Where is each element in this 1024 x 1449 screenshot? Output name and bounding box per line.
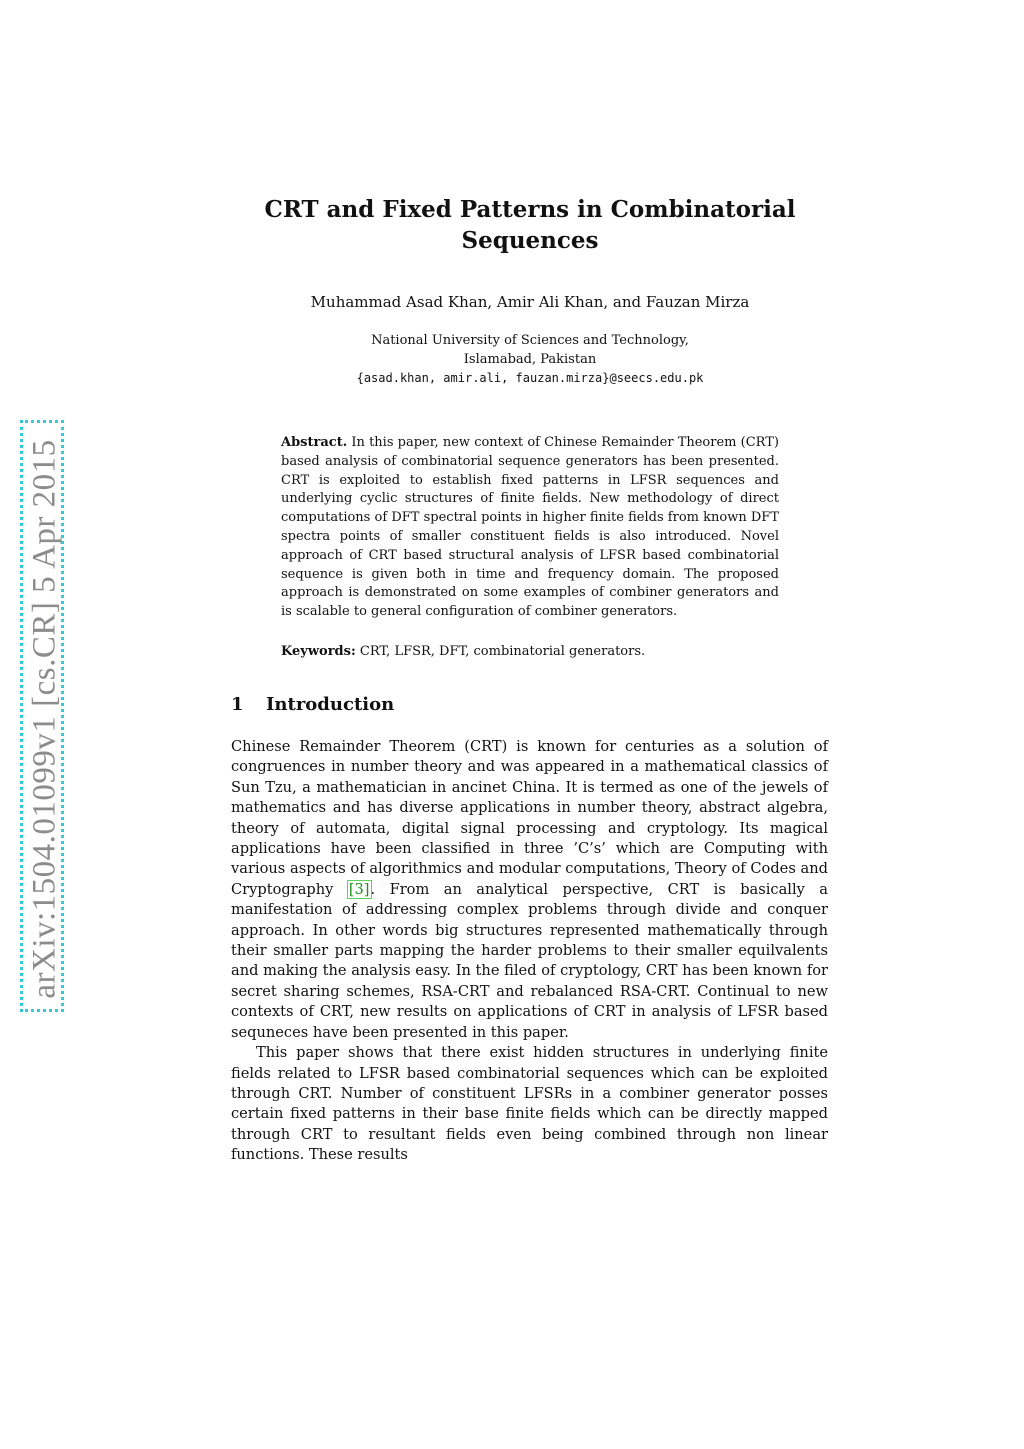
section-heading	[231, 693, 394, 717]
abstract-label: Abstract.	[281, 435, 348, 450]
paragraph-1-text-a: Chinese Remainder Theorem (CRT) is known for centuries as a solution of congruences in number theory and was appeared in a mathematical classics of Sun Tzu, a mathematician in ancinet China. It is termed as one of the jewels of mathematics and has diverse applications in number theory, abstract algebra, theory of automata, digital signal processing and cryptology. Its magical applications have been classified in three ’C’s’ which are Computing with various aspects of algorithmics and modular computations, Theory of Codes and Cryptography	[231, 738, 828, 898]
keywords-label: Keywords:	[281, 644, 356, 659]
keywords	[281, 642, 779, 661]
author-emails: {asad.khan, amir.ali, fauzan.mirza}@seecs.edu.pk	[356, 371, 704, 385]
intro-paragraph-2: This paper shows that there exist hidden structures in underlying finite fields related to LFSR based combinatorial sequences which can be exploited through CRT. Number of constituent LFSRs in a combiner generator posses certain fixed patterns in their base finite fields which can be directly mapped through CRT to resultant fields even being combined through non linear functions. These results	[231, 1044, 828, 1164]
affiliation-location: Islamabad, Pakistan	[463, 352, 597, 367]
affiliation-institution: National University of Sciences and Technology,	[371, 333, 689, 348]
arxiv-stamp-text: arXiv:1504.01099v1 [cs.CR] 5 Apr 2015	[26, 439, 63, 999]
intro-paragraph-1	[231, 737, 828, 1043]
author-list: Muhammad Asad Khan, Amir Ali Khan, and Fauzan Mirza	[310, 293, 750, 311]
introduction-body	[231, 737, 828, 1166]
paper-title: CRT and Fixed Patterns in Combinatorial Sequences	[264, 196, 796, 254]
abstract	[281, 434, 779, 622]
affiliation-block	[230, 331, 830, 388]
keywords-text: CRT, LFSR, DFT, combinatorial generators.	[359, 644, 646, 659]
section-title: Introduction	[266, 694, 395, 715]
abstract-text: In this paper, new context of Chinese Remainder Theorem (CRT) based analysis of combinatorial sequence generators has been presented. CRT is exploited to establish fixed patterns in LFSR sequences and underlying cyclic structures of finite fields. New methodology of direct computations of DFT spectral points in higher finite fields from known DFT spectra points of smaller constituent fields is also introduced. Novel approach of CRT based structural analysis of LFSR based combinatorial sequence is given both in time and frequency domain. The proposed approach is demonstrated on some examples of combiner generators and is scalable to general configuration of combiner generators.	[281, 435, 779, 620]
paragraph-1-text-b: . From an analytical perspective, CRT is basically a manifestation of addressing complex problems through divide and conquer approach. In other words big structures represented mathematically through their smaller parts mapping the harder problems to their smaller equilvalents and making the analysis easy. In the filed of cryptology, CRT has been known for secret sharing schemes, RSA-CRT and rebalanced RSA-CRT. Continual to new contexts of CRT, new results on applications of CRT in analysis of LFSR based sequneces have been presented in this paper.	[231, 880, 829, 1041]
arxiv-stamp-box	[20, 420, 64, 1012]
section-number: 1	[231, 694, 244, 715]
citation-link[interactable]: [3]	[348, 880, 370, 898]
